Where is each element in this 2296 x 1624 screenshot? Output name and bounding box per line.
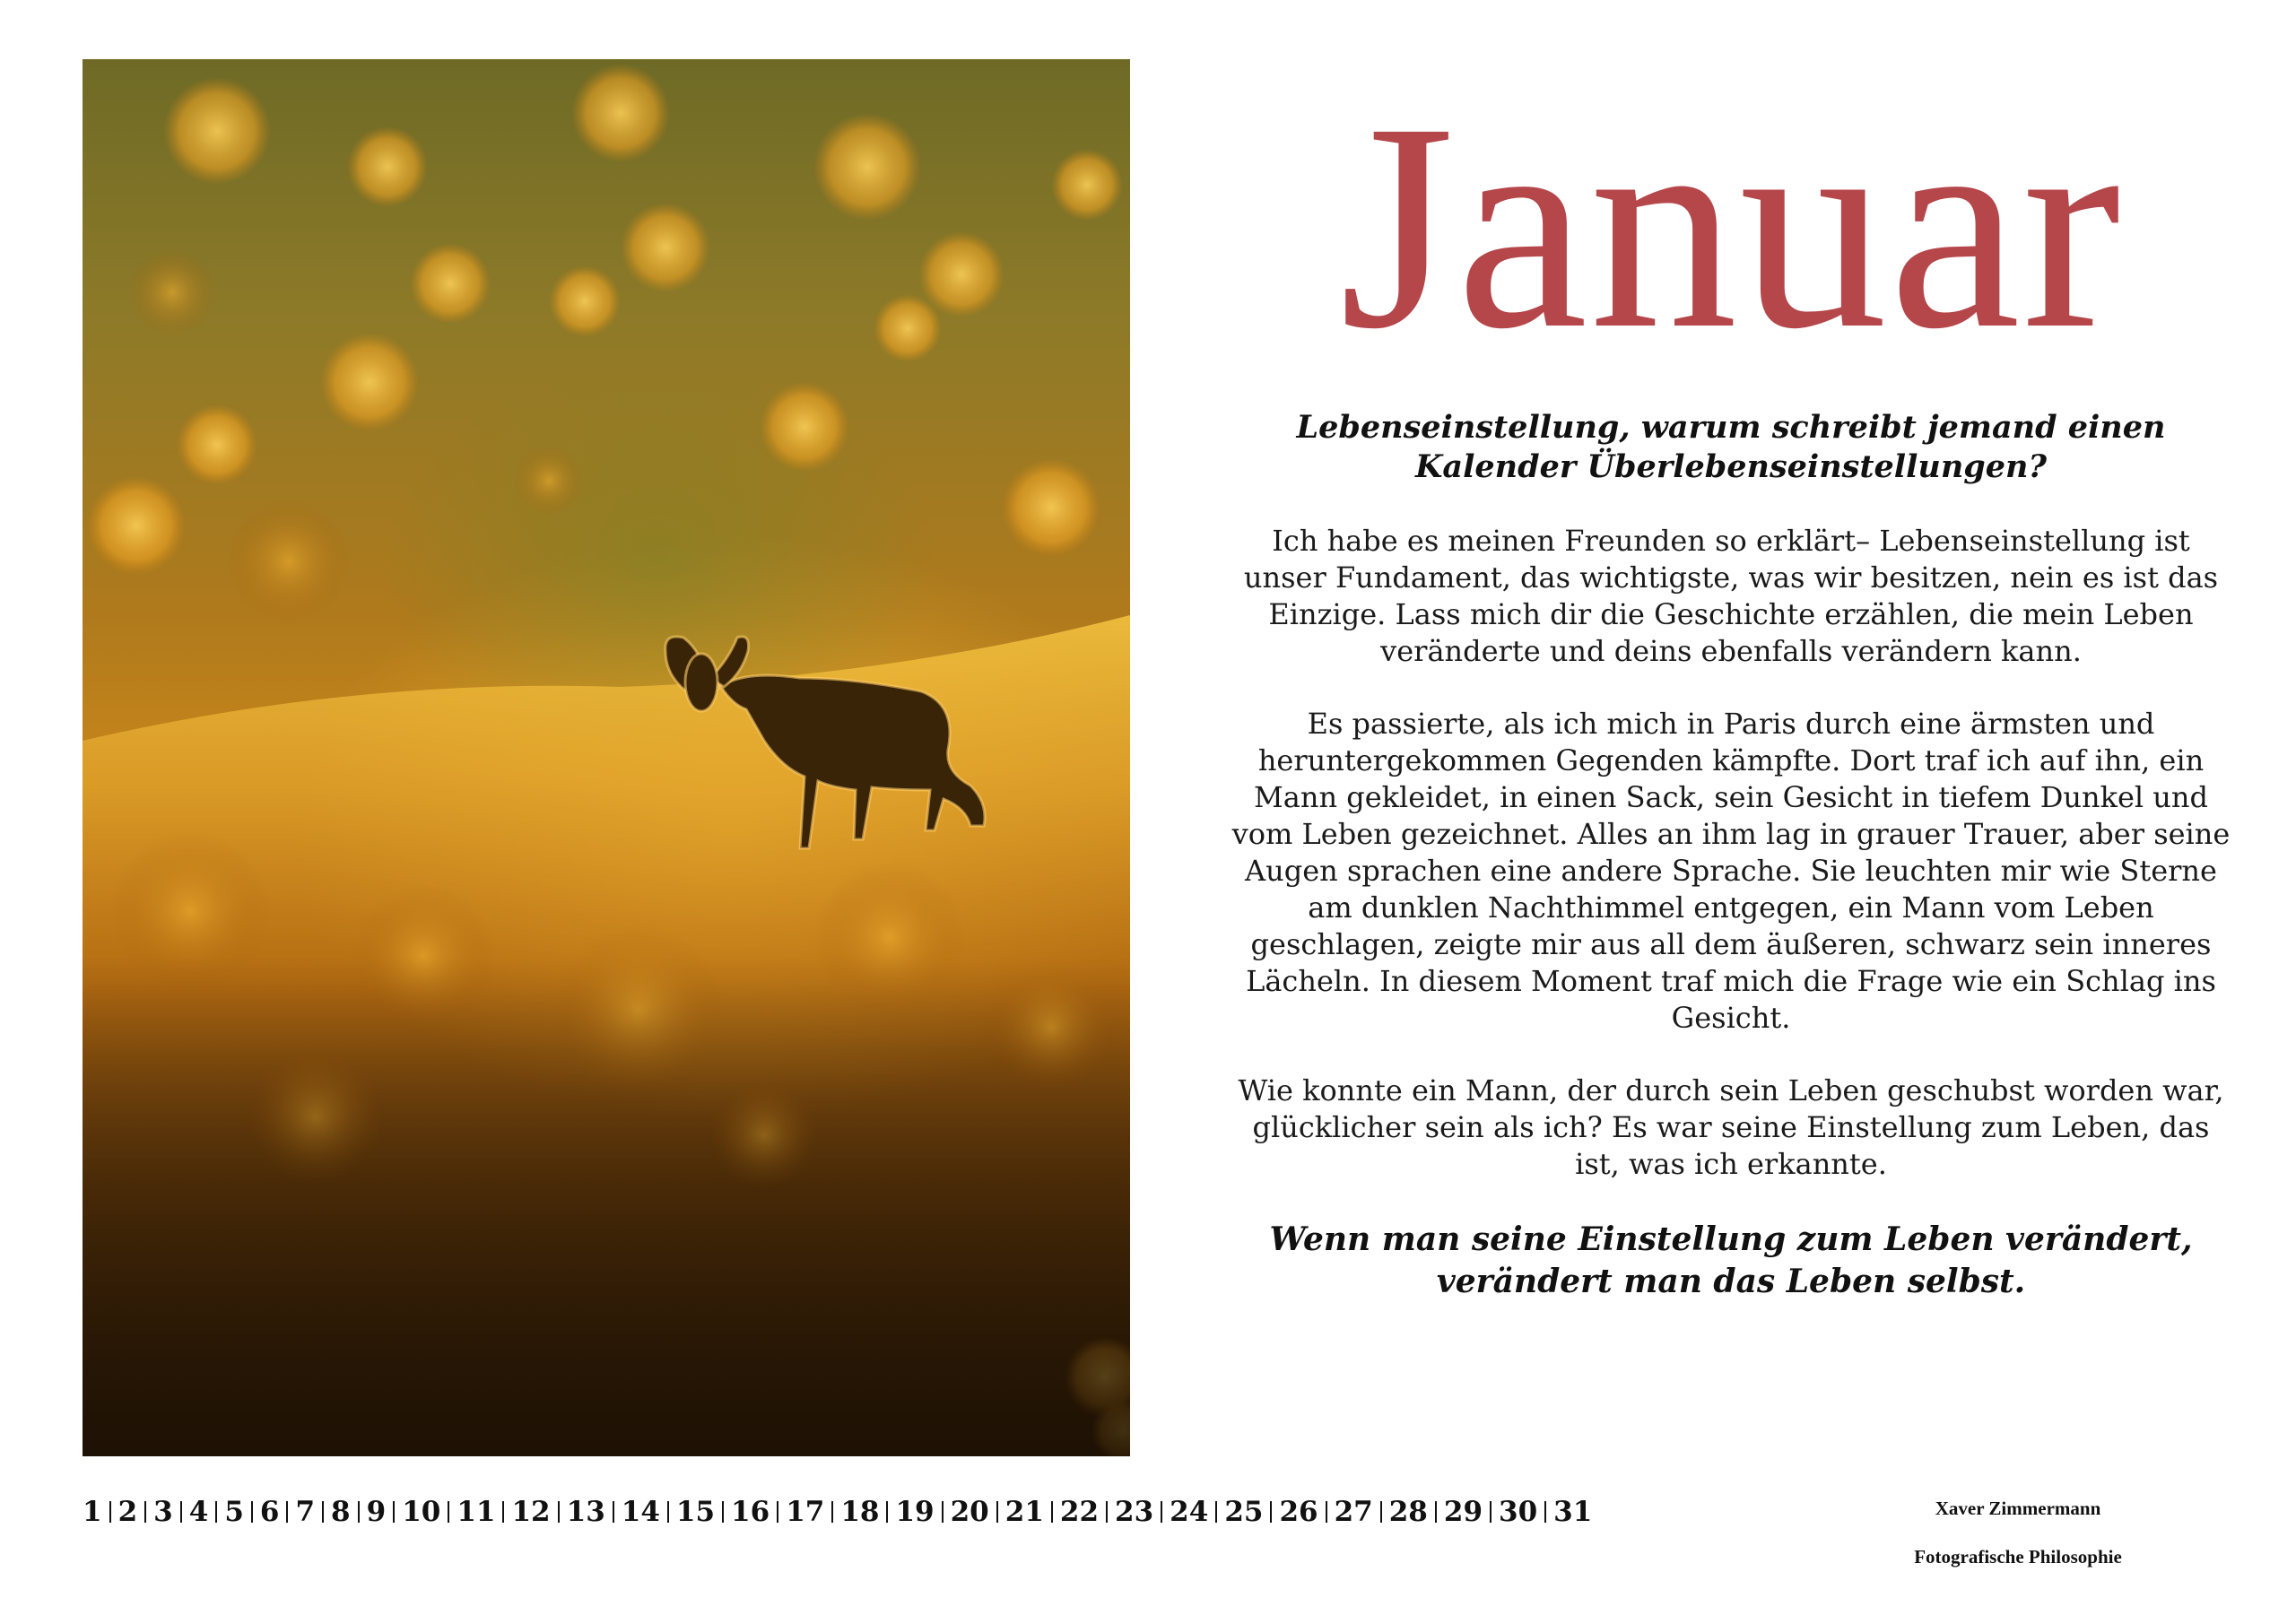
day-14: 14 <box>621 1496 660 1528</box>
paragraph: Wie konnte ein Mann, der durch sein Leben geschubst worden war, glücklicher sein als ich? Es war seine Einstellung zum Leben, das ist, was ich erkannte. <box>1238 1073 2224 1181</box>
day-separator <box>322 1501 324 1523</box>
paragraph: Ich habe es meinen Freunden so erklärt– Lebenseinstellung ist unser Fundament, das wichtigste, was wir besitzen, nein es ist das Einzige. Lass mich dir die Geschichte erzählen, die mein Leben veränderte und deins ebenfalls verändern kann. <box>1243 524 2219 668</box>
day-separator <box>558 1501 560 1523</box>
text-column <box>1229 408 2233 1303</box>
day-19: 19 <box>895 1496 935 1528</box>
day-10: 10 <box>402 1496 441 1528</box>
day-separator <box>942 1501 944 1523</box>
deer-photo <box>83 59 1130 1456</box>
day-12: 12 <box>511 1496 551 1528</box>
bokeh-lights <box>87 64 1123 624</box>
closing-line-2: verändert man das Leben selbst. <box>1436 1263 2026 1300</box>
day-separator <box>502 1501 504 1523</box>
day-separator <box>1270 1501 1272 1523</box>
day-23: 23 <box>1115 1496 1154 1528</box>
day-29: 29 <box>1443 1496 1483 1528</box>
day-3: 3 <box>153 1496 173 1528</box>
day-16: 16 <box>731 1496 770 1528</box>
closing-quote <box>1229 1219 2233 1303</box>
day-27: 27 <box>1334 1496 1373 1528</box>
day-11: 11 <box>457 1496 496 1528</box>
day-26: 26 <box>1279 1496 1318 1528</box>
day-15: 15 <box>675 1496 716 1528</box>
day-separator <box>1106 1501 1108 1523</box>
day-1: 1 <box>83 1496 102 1528</box>
day-13: 13 <box>566 1496 605 1528</box>
day-separator <box>1051 1501 1053 1523</box>
day-strip <box>83 1494 1592 1530</box>
author-subtitle: Fotografische Philosophie <box>1914 1546 2122 1568</box>
day-6: 6 <box>259 1496 280 1528</box>
deer-photo-artwork <box>83 59 1130 1456</box>
day-separator <box>358 1501 360 1523</box>
day-17: 17 <box>786 1496 825 1528</box>
day-separator <box>1380 1501 1382 1523</box>
day-separator <box>831 1501 833 1523</box>
day-separator <box>613 1501 614 1523</box>
day-separator <box>251 1501 253 1523</box>
day-22: 22 <box>1059 1496 1100 1528</box>
closing-line-1: Wenn man seine Einstellung zum Leben verändert, <box>1269 1220 2193 1258</box>
signature <box>1866 1496 2170 1569</box>
day-24: 24 <box>1170 1496 1209 1528</box>
day-separator <box>180 1501 182 1523</box>
day-separator <box>393 1501 395 1523</box>
day-separator <box>215 1501 217 1523</box>
day-separator <box>286 1501 288 1523</box>
day-8: 8 <box>331 1496 351 1528</box>
day-2: 2 <box>117 1496 138 1528</box>
day-separator <box>1490 1501 1492 1523</box>
day-5: 5 <box>224 1496 244 1528</box>
month-title: Januar <box>1339 63 2123 390</box>
day-separator <box>667 1501 669 1523</box>
day-28: 28 <box>1388 1496 1428 1528</box>
day-separator <box>886 1501 888 1523</box>
day-separator <box>448 1501 449 1523</box>
day-18: 18 <box>840 1496 880 1528</box>
day-separator <box>777 1501 778 1523</box>
day-separator <box>1435 1501 1437 1523</box>
author-name: Xaver Zimmermann <box>1935 1498 2101 1519</box>
day-separator <box>1544 1501 1546 1523</box>
day-7: 7 <box>295 1496 316 1528</box>
day-4: 4 <box>188 1496 209 1528</box>
day-separator <box>722 1501 724 1523</box>
day-25: 25 <box>1224 1496 1264 1528</box>
day-separator <box>1215 1501 1217 1523</box>
day-separator <box>109 1501 111 1523</box>
day-20: 20 <box>950 1496 989 1528</box>
intro-heading: Lebenseinstellung, warum schreibt jemand einen Kalender Überlebenseinstellungen? <box>1296 409 2166 485</box>
paragraph: Es passierte, als ich mich in Paris durch eine ärmsten und heruntergekommen Gegenden kämpfte. Dort traf ich auf ihn, ein Mann gekleidet, in einen Sack, sein Gesicht in tiefem Dunkel und vom Leben gezeichnet. Alles an ihm lag in grauer Trauer, aber seine Augen sprachen eine andere Sprache. Sie leuchten mir wie Sterne am dunklen Nachthimmel entgegen, ein Mann vom Leben geschlagen, zeigte mir aus all dem äußeren, schwarz sein inneres Lächeln. In diesem Moment traf mich die Frage wie ein Schlag ins Gesicht. <box>1231 707 2231 1035</box>
day-21: 21 <box>1004 1496 1044 1528</box>
day-31: 31 <box>1553 1496 1593 1528</box>
day-separator <box>1161 1501 1162 1523</box>
day-separator <box>144 1501 146 1523</box>
day-separator <box>1326 1501 1327 1523</box>
day-30: 30 <box>1499 1496 1538 1528</box>
day-separator <box>996 1501 998 1523</box>
day-9: 9 <box>366 1496 387 1528</box>
